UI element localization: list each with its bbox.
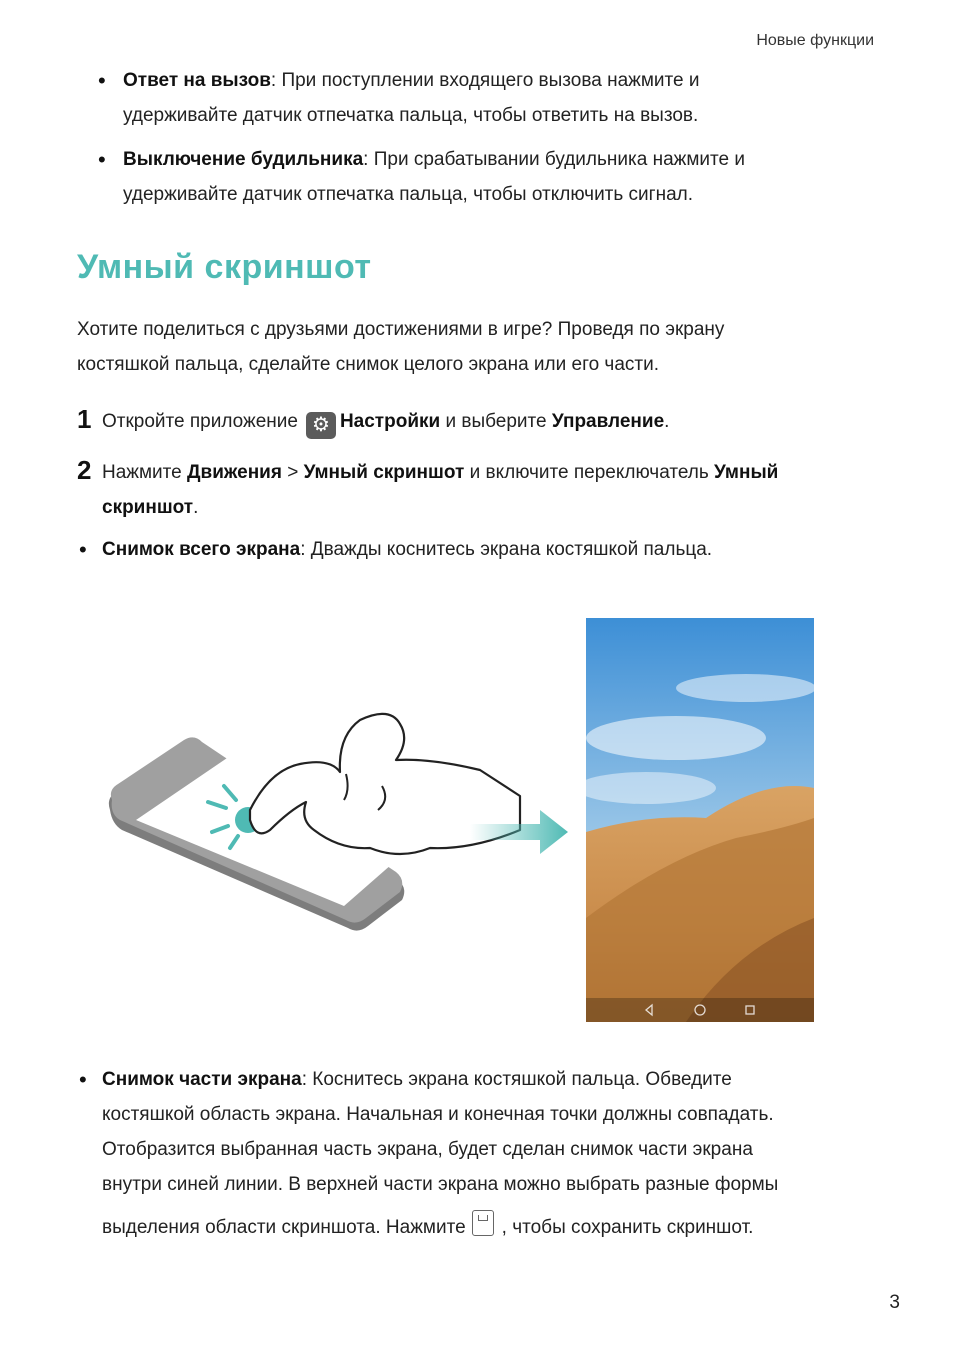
bullet-text: : При срабатывании будильника нажмите и (363, 149, 745, 170)
bullet-text: Отобразится выбранная часть экрана, будет сделан снимок части экрана (102, 1139, 753, 1160)
intro-line: Хотите поделиться с друзьями достижениями в игре? Проведя по экрану (77, 319, 725, 340)
bullet-text: внутри синей линии. В верхней части экрана можно выбрать разные формы (102, 1174, 779, 1195)
bullet-alarm-off (123, 142, 843, 212)
running-header: Новые функции (756, 32, 874, 49)
bullet-text: удерживайте датчик отпечатка пальца, чтобы ответить на вызов. (123, 105, 699, 126)
desert-screenshot-image (586, 618, 814, 1022)
section-title: Умный скриншот (77, 248, 372, 286)
bullet-dot: • (79, 1067, 87, 1092)
step-bold: Движения (187, 462, 282, 483)
page-number: 3 (889, 1292, 900, 1313)
intro-line: костяшкой пальца, сделайте снимок целого экрана или его части. (77, 354, 659, 375)
bullet-text: : Дважды коснитесь экрана костяшкой пальца. (300, 539, 713, 560)
step-text: и включите переключатель (464, 462, 715, 483)
step-text: Нажмите (102, 462, 188, 483)
step-number: 1 (77, 404, 92, 434)
bullet-partial-last-line (102, 1210, 912, 1245)
bullet-full-screenshot (102, 532, 902, 567)
bullet-dot: • (79, 537, 87, 562)
step-bold: Настройки (339, 411, 441, 432)
step-number: 2 (77, 455, 92, 485)
step-bold: Умный (714, 462, 779, 483)
step-text: Откройте приложение (102, 411, 298, 432)
bullet-text: , чтобы сохранить скриншот. (501, 1217, 754, 1238)
bullet-text: : Коснитесь экрана костяшкой пальца. Обведите (301, 1069, 732, 1090)
save-icon (472, 1210, 494, 1236)
step-bold: Умный скриншот (303, 462, 465, 483)
bullet-partial-screenshot (102, 1062, 912, 1202)
bullet-text: выделения области скриншота. Нажмите (102, 1217, 466, 1238)
step-text: . (664, 411, 670, 432)
knuckle-tap-illustration (100, 700, 580, 940)
bullet-title: Снимок всего экрана (102, 539, 301, 560)
step-text: > (281, 462, 304, 483)
bullet-dot: • (98, 147, 106, 172)
bullet-text: удерживайте датчик отпечатка пальца, чтобы отключить сигнал. (123, 184, 694, 205)
step-bold: Управление (551, 411, 665, 432)
bullet-answer-call (123, 63, 843, 133)
bullet-text: : При поступлении входящего вызова нажмите и (270, 70, 700, 91)
bullet-title: Ответ на вызов (123, 70, 271, 91)
bullet-title: Выключение будильника (123, 149, 364, 170)
bullet-text: костяшкой область экрана. Начальная и конечная точки должны совпадать. (102, 1104, 774, 1125)
section-intro (77, 312, 877, 382)
step-1 (102, 404, 902, 439)
bullet-dot: • (98, 68, 106, 93)
settings-gear-icon: ⚙ (306, 412, 336, 439)
step-bold: скриншот (102, 497, 194, 518)
step-text: и выберите (440, 411, 552, 432)
step-text: . (193, 497, 199, 518)
bullet-title: Снимок части экрана (102, 1069, 302, 1090)
step-2 (102, 455, 902, 525)
